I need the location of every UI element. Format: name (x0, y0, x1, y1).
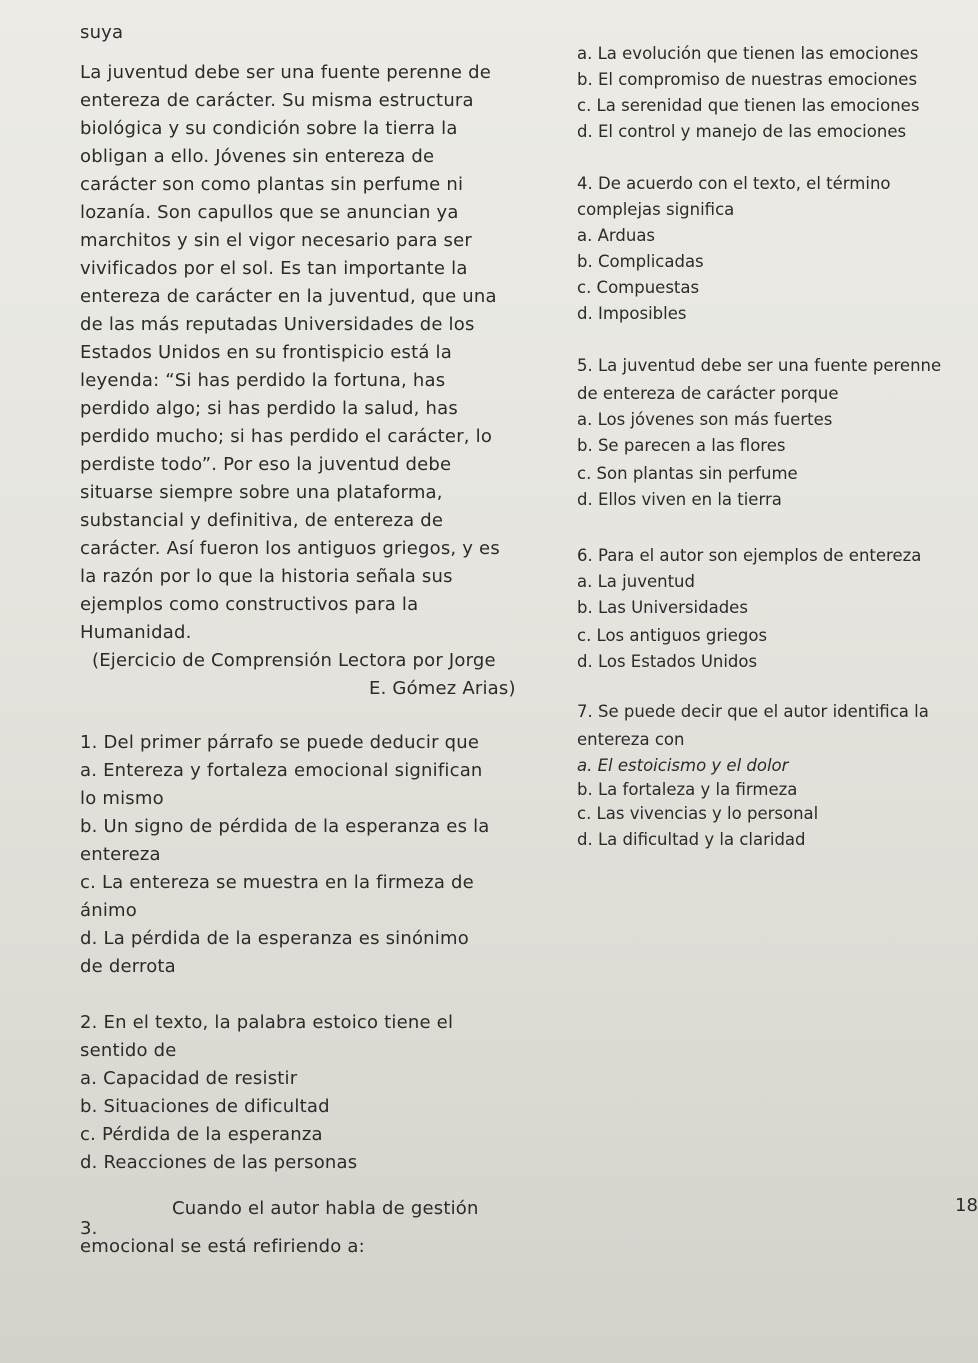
q2-option-a: a. Capacidad de resistir (80, 1068, 298, 1089)
passage-line: obligan a ello. Jóvenes sin entereza de (80, 146, 435, 167)
q5-option-d: d. Ellos viven en la tierra (577, 490, 782, 509)
passage-line: ejemplos como constructivos para la (80, 594, 419, 615)
passage-line: carácter. Así fueron los antiguos griegos, y es (80, 538, 500, 559)
passage-line: de las más reputadas Universidades de los (80, 314, 475, 335)
passage-line: perdiste todo”. Por eso la juventud debe (80, 454, 452, 475)
q1-option-c: c. La entereza se muestra en la firmeza de (80, 872, 474, 893)
q1-option-d-cont: de derrota (80, 956, 176, 977)
q6-option-b: b. Las Universidades (577, 598, 748, 617)
passage-line: carácter son como plantas sin perfume ni (80, 174, 464, 195)
q6-option-a: a. La juventud (577, 572, 695, 591)
question-3-text: Cuando el autor habla de gestión (172, 1198, 479, 1219)
source-line-2: E. Gómez Arias) (369, 678, 516, 699)
passage-line: Humanidad. (80, 622, 192, 643)
q6-option-d: d. Los Estados Unidos (577, 652, 758, 671)
q3-option-c: c. La serenidad que tienen las emociones (577, 96, 920, 115)
q1-option-c-cont: ánimo (80, 900, 137, 921)
q2-option-d: d. Reacciones de las personas (80, 1152, 358, 1173)
question-1: 1. Del primer párrafo se puede deducir que (80, 732, 480, 753)
q3-option-a: a. La evolución que tienen las emociones (577, 44, 919, 63)
q1-option-a: a. Entereza y fortaleza emocional significan (80, 760, 483, 781)
q1-option-b-cont: entereza (80, 844, 161, 865)
q7-option-c: c. Las vivencias y lo personal (577, 804, 819, 823)
question-3-cont: emocional se está refiriendo a: (80, 1236, 365, 1257)
question-5: 5. La juventud debe ser una fuente perenne (577, 356, 942, 375)
passage-line: situarse siempre sobre una plataforma, (80, 482, 443, 503)
question-4: 4. De acuerdo con el texto, el término (577, 174, 891, 193)
question-7: 7. Se puede decir que el autor identifica la (577, 702, 929, 721)
passage-line: entereza de carácter. Su misma estructura (80, 90, 474, 111)
page-number: 18 (955, 1195, 978, 1216)
q5-option-c: c. Son plantas sin perfume (577, 464, 798, 483)
q3-option-b: b. El compromiso de nuestras emociones (577, 70, 918, 89)
passage-line: leyenda: “Si has perdido la fortuna, has (80, 370, 446, 391)
passage-line: vivificados por el sol. Es tan importante la (80, 258, 468, 279)
question-7-cont: entereza con (577, 730, 685, 749)
question-4-cont: complejas significa (577, 200, 735, 219)
q2-option-b: b. Situaciones de dificultad (80, 1096, 330, 1117)
q4-option-a: a. Arduas (577, 226, 656, 245)
passage-line: marchitos y sin el vigor necesario para ser (80, 230, 472, 251)
passage-line: la razón por lo que la historia señala sus (80, 566, 453, 587)
q6-option-c: c. Los antiguos griegos (577, 626, 768, 645)
passage-line: perdido algo; si has perdido la salud, has (80, 398, 458, 419)
top-word: suya (80, 22, 124, 43)
q7-option-d: d. La dificultad y la claridad (577, 830, 806, 849)
q3-option-d: d. El control y manejo de las emociones (577, 122, 907, 141)
passage-line: biológica y su condición sobre la tierra la (80, 118, 458, 139)
passage-line: perdido mucho; si has perdido el carácter, lo (80, 426, 493, 447)
passage-line: Estados Unidos en su frontispicio está la (80, 342, 452, 363)
q1-option-d: d. La pérdida de la esperanza es sinónimo (80, 928, 469, 949)
q7-option-a: a. El estoicismo y el dolor (577, 756, 789, 775)
question-2: 2. En el texto, la palabra estoico tiene el (80, 1012, 454, 1033)
passage-line: La juventud debe ser una fuente perenne de (80, 62, 491, 83)
q1-option-b: b. Un signo de pérdida de la esperanza es la (80, 816, 490, 837)
q7-option-b: b. La fortaleza y la firmeza (577, 780, 798, 799)
source-line-1: (Ejercicio de Comprensión Lectora por Jorge (92, 650, 496, 671)
question-2-cont: sentido de (80, 1040, 177, 1061)
passage-line: lozanía. Son capullos que se anuncian ya (80, 202, 459, 223)
q4-option-d: d. Imposibles (577, 304, 687, 323)
q4-option-c: c. Compuestas (577, 278, 700, 297)
passage-line: entereza de carácter en la juventud, que una (80, 286, 497, 307)
question-3-number: 3. (80, 1218, 98, 1239)
q5-option-a: a. Los jóvenes son más fuertes (577, 410, 833, 429)
question-6: 6. Para el autor son ejemplos de entereza (577, 546, 922, 565)
q2-option-c: c. Pérdida de la esperanza (80, 1124, 323, 1145)
passage-line: substancial y definitiva, de entereza de (80, 510, 444, 531)
q5-option-b: b. Se parecen a las flores (577, 436, 786, 455)
question-5-cont: de entereza de carácter porque (577, 384, 839, 403)
q1-option-a-cont: lo mismo (80, 788, 164, 809)
q4-option-b: b. Complicadas (577, 252, 704, 271)
